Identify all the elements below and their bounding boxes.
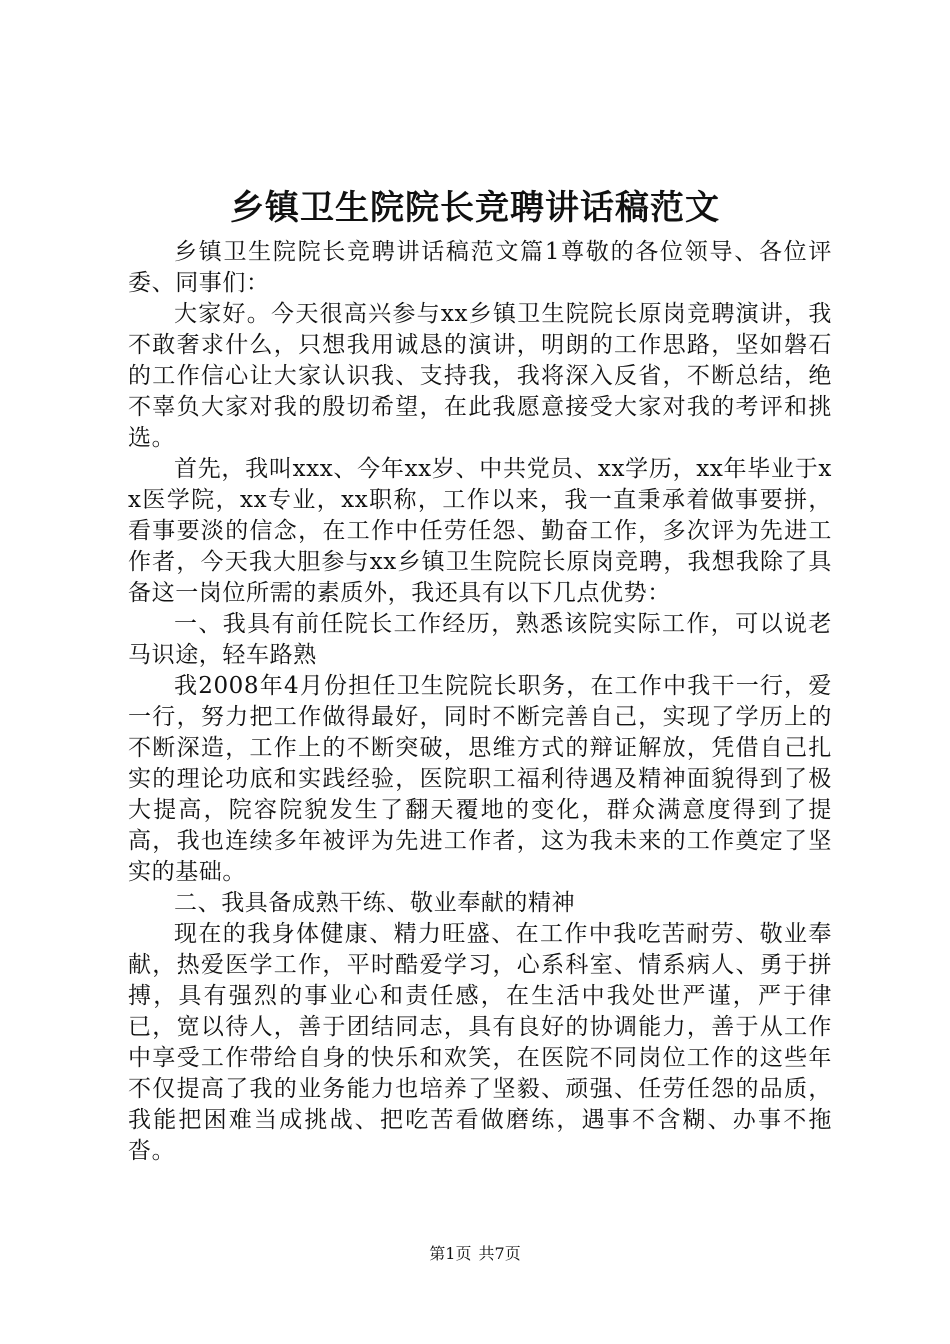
paragraph-dedication: 现在的我身体健康、精力旺盛、在工作中我吃苦耐劳、敬业奉献，热爱医学工作，平时酷爱学习，心系科室、情系病人、勇于拼搏，具有强烈的事业心和责任感，在生活中我处世严谨，严于律已，宽以待人，善于团结同志，具有良好的协调能力，善于从工作中享受工作带给自身的快乐和欢笑，在医院不同岗位工作的这些年不仅提高了我的业务能力也培养了坚毅、顽强、任劳任怨的品质，我能把困难当成挑战、把吃苦看做磨练，遇事不含糊、办事不拖沓。 [128,921,832,1164]
page-number: 第1页 [429,1244,472,1263]
paragraph-greeting: 乡镇卫生院院长竞聘讲话稿范文篇1尊敬的各位领导、各位评委、同事们： [128,239,832,296]
document-body [128,237,832,1167]
page-footer [0,1243,950,1265]
document-title: 乡镇卫生院院长竞聘讲话稿范文 [230,188,720,228]
paragraph-intro: 大家好。今天很高兴参与xx乡镇卫生院院长原岗竞聘演讲，我不敢奢求什么，只想我用诚恳的演讲，明朗的工作思路，坚如磐石的工作信心让大家认识我、支持我，我将深入反省，不断总结，绝不辜负大家对我的殷切希望，在此我愿意接受大家对我的考评和挑选。 [128,301,832,451]
paragraph-self-introduction: 首先，我叫xxx、今年xx岁、中共党员、xx学历，xx年毕业于xx医学院，xx专业，xx职称，工作以来，我一直秉承着做事要拼，看事要淡的信念，在工作中任劳任怨、勤奋工作，多次评为先进工作者，今天我大胆参与xx乡镇卫生院院长原岗竞聘，我想我除了具备这一岗位所需的素质外，我还具有以下几点优势： [128,456,832,606]
section-heading-advantage-2: 二、我具备成熟干练、敬业奉献的精神 [174,890,576,916]
section-heading-advantage-1: 一、我具有前任院长工作经历，熟悉该院实际工作，可以说老马识途，轻车路熟 [128,611,832,668]
page-total: 共7页 [478,1244,521,1263]
paragraph-experience: 我2008年4月份担任卫生院院长职务，在工作中我干一行，爱一行，努力把工作做得最好，同时不断完善自己，实现了学历上的不断深造，工作上的不断突破，思维方式的辩证解放，凭借自己扎实的理论功底和实践经验，医院职工福利待遇及精神面貌得到了极大提高，院容院貌发生了翻天覆地的变化，群众满意度得到了提高，我也连续多年被评为先进工作者，这为我未来的工作奠定了坚实的基础。 [128,673,832,885]
